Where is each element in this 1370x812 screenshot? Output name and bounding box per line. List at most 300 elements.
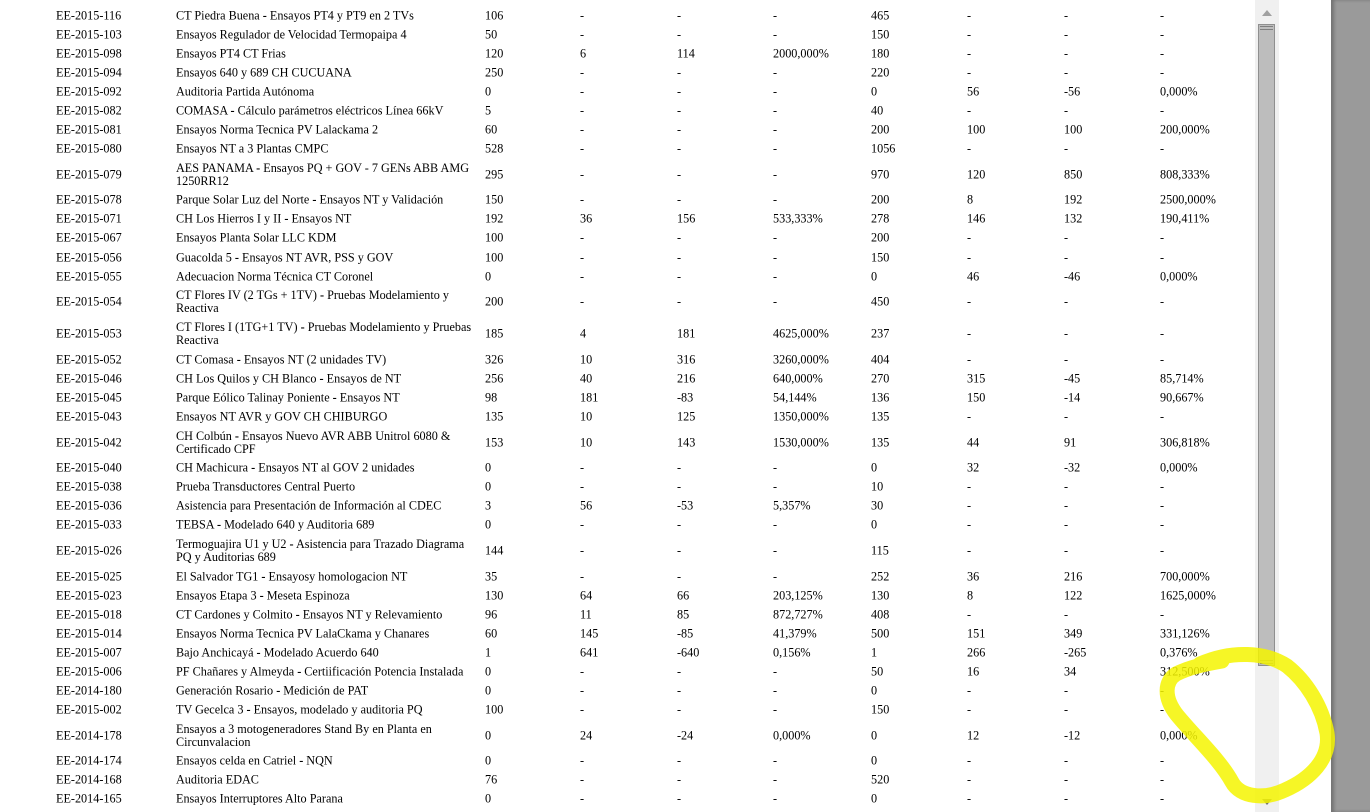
scroll-down-arrow-icon[interactable] bbox=[1255, 794, 1279, 810]
ratio-2-cell: - bbox=[1160, 352, 1165, 367]
budget-2-cell: 450 bbox=[871, 294, 890, 309]
actual-hours-1-cell: - bbox=[580, 230, 585, 245]
project-description bbox=[176, 105, 476, 118]
ratio-1-cell: - bbox=[773, 702, 778, 717]
difference-2-cell: 192 bbox=[1064, 192, 1083, 207]
actual-hours-1-cell: - bbox=[580, 791, 585, 806]
difference-2-cell: 216 bbox=[1064, 569, 1083, 584]
difference-1-cell: -53 bbox=[677, 498, 694, 513]
budget-2-cell: 0 bbox=[871, 269, 878, 284]
actual-hours-1-cell: - bbox=[580, 250, 585, 265]
description-text: - Ensayos NT (2 unidades TV) bbox=[236, 352, 387, 367]
actual-hours-2-cell: - bbox=[967, 409, 972, 424]
project-code: EE-2015-046 bbox=[56, 371, 122, 386]
description-text: Adecuacion Norma Técnica CT Coronel bbox=[176, 269, 374, 284]
difference-2-cell: - bbox=[1064, 65, 1069, 80]
difference-1-cell: - bbox=[677, 772, 682, 787]
difference-1-cell: 156 bbox=[677, 211, 696, 226]
description-text: Guacolda 5 - Ensayos NT AVR, PSS y GOV bbox=[176, 250, 394, 265]
description-text: Ensayos a 3 motogeneradores Stand By en Planta en Circunvalacion bbox=[176, 721, 432, 749]
project-code: EE-2015-094 bbox=[56, 65, 122, 80]
budget-2-cell: 0 bbox=[871, 517, 878, 532]
ratio-2-cell: - bbox=[1160, 772, 1165, 787]
contracted-hours-cell: 120 bbox=[485, 46, 504, 61]
actual-hours-2-cell: - bbox=[967, 543, 972, 558]
difference-2-cell: - bbox=[1064, 141, 1069, 156]
project-description bbox=[176, 500, 476, 513]
contracted-hours-cell: 185 bbox=[485, 326, 504, 341]
project-description bbox=[176, 66, 476, 79]
project-description bbox=[176, 430, 476, 456]
contracted-hours-cell: 100 bbox=[485, 230, 504, 245]
description-text: Ensayos PT4 CT Frias bbox=[176, 46, 286, 61]
actual-hours-1-cell: 24 bbox=[580, 728, 593, 743]
ratio-2-cell: - bbox=[1160, 753, 1165, 768]
ratio-2-cell: 306,818% bbox=[1160, 435, 1210, 450]
table-row bbox=[0, 369, 1250, 388]
budget-2-cell: 1056 bbox=[871, 141, 896, 156]
actual-hours-2-cell: - bbox=[967, 294, 972, 309]
project-code: EE-2015-052 bbox=[56, 352, 122, 367]
table-row bbox=[0, 497, 1250, 516]
difference-2-cell: - bbox=[1064, 409, 1069, 424]
difference-1-cell: 143 bbox=[677, 435, 696, 450]
ratio-1-cell: 533,333% bbox=[773, 211, 823, 226]
budget-2-cell: 404 bbox=[871, 352, 890, 367]
ratio-1-cell: - bbox=[773, 27, 778, 42]
table-row bbox=[0, 701, 1250, 720]
project-description bbox=[176, 47, 476, 60]
contracted-hours-cell: 5 bbox=[485, 103, 492, 118]
description-text: - Pruebas Modelamiento y Reactiva bbox=[176, 288, 449, 316]
project-description bbox=[176, 755, 476, 768]
difference-2-cell: 850 bbox=[1064, 167, 1083, 182]
table-row bbox=[0, 191, 1250, 210]
difference-1-cell: - bbox=[677, 122, 682, 137]
ratio-1-cell: - bbox=[773, 250, 778, 265]
actual-hours-1-cell: - bbox=[580, 269, 585, 284]
difference-2-cell: -56 bbox=[1064, 84, 1081, 99]
budget-2-cell: 1 bbox=[871, 645, 878, 660]
difference-1-cell: -640 bbox=[677, 645, 700, 660]
difference-2-cell: - bbox=[1064, 517, 1069, 532]
project-code: EE-2015-007 bbox=[56, 645, 122, 660]
difference-2-cell: - bbox=[1064, 103, 1069, 118]
actual-hours-1-cell: - bbox=[580, 664, 585, 679]
contracted-hours-cell: 0 bbox=[485, 664, 492, 679]
project-code: EE-2015-006 bbox=[56, 664, 122, 679]
actual-hours-1-cell: - bbox=[580, 192, 585, 207]
difference-2-cell: - bbox=[1064, 250, 1069, 265]
project-description bbox=[176, 28, 476, 41]
table-row bbox=[0, 459, 1250, 478]
difference-1-cell: - bbox=[677, 230, 682, 245]
project-description bbox=[176, 353, 476, 366]
project-code: EE-2015-103 bbox=[56, 27, 122, 42]
budget-2-cell: 40 bbox=[871, 103, 884, 118]
description-text: - Ensayos NT y Relevamiento bbox=[295, 607, 443, 622]
project-description bbox=[176, 372, 476, 385]
actual-hours-2-cell: 16 bbox=[967, 664, 980, 679]
contracted-hours-cell: 0 bbox=[485, 269, 492, 284]
actual-hours-2-cell: 100 bbox=[967, 122, 986, 137]
table-row bbox=[0, 586, 1250, 605]
project-description bbox=[176, 321, 476, 347]
contracted-hours-cell: 256 bbox=[485, 371, 504, 386]
project-code: EE-2015-080 bbox=[56, 141, 122, 156]
budget-2-cell: 220 bbox=[871, 65, 890, 80]
description-text: Ensayos Regulador de Velocidad Termopaipa 4 bbox=[176, 27, 407, 42]
actual-hours-1-cell: - bbox=[580, 65, 585, 80]
contracted-hours-cell: 100 bbox=[485, 702, 504, 717]
contracted-hours-cell: 135 bbox=[485, 409, 504, 424]
table-row bbox=[0, 210, 1250, 229]
contracted-hours-cell: 528 bbox=[485, 141, 504, 156]
actual-hours-2-cell: 266 bbox=[967, 645, 986, 660]
difference-1-cell: - bbox=[677, 294, 682, 309]
table-row bbox=[0, 101, 1250, 120]
difference-1-cell: - bbox=[677, 791, 682, 806]
difference-2-cell: - bbox=[1064, 479, 1069, 494]
ratio-1-cell: 203,125% bbox=[773, 588, 823, 603]
budget-2-cell: 136 bbox=[871, 390, 890, 405]
project-description bbox=[176, 270, 476, 283]
project-code: EE-2015-018 bbox=[56, 607, 122, 622]
ratio-2-cell: - bbox=[1160, 250, 1165, 265]
actual-hours-2-cell: - bbox=[967, 517, 972, 532]
ratio-1-cell: - bbox=[773, 569, 778, 584]
actual-hours-1-cell: 10 bbox=[580, 435, 593, 450]
table-row bbox=[0, 6, 1250, 25]
table-row bbox=[0, 248, 1250, 267]
project-code: EE-2015-078 bbox=[56, 192, 122, 207]
difference-2-cell: 122 bbox=[1064, 588, 1083, 603]
budget-2-cell: 0 bbox=[871, 728, 878, 743]
budget-2-cell: 180 bbox=[871, 46, 890, 61]
ratio-1-cell: 872,727% bbox=[773, 607, 823, 622]
ratio-2-cell: 0,000% bbox=[1160, 269, 1198, 284]
table-row bbox=[0, 605, 1250, 624]
description-text: Parque Eólico Talinay Poniente - Ensayos NT bbox=[176, 390, 400, 405]
table-row bbox=[0, 25, 1250, 44]
project-description bbox=[176, 774, 476, 787]
description-text: - Ensayos PQ + GOV - 7 GENs ABB AMG 1250RR12 bbox=[176, 160, 469, 188]
contracted-hours-cell: 60 bbox=[485, 122, 498, 137]
budget-2-cell: 10 bbox=[871, 479, 884, 494]
ratio-1-cell: - bbox=[773, 65, 778, 80]
table-row bbox=[0, 682, 1250, 701]
contracted-hours-cell: 295 bbox=[485, 167, 504, 182]
difference-1-cell: 66 bbox=[677, 588, 690, 603]
contracted-hours-cell: 130 bbox=[485, 588, 504, 603]
actual-hours-2-cell: - bbox=[967, 326, 972, 341]
description-text: Ensayos Interruptores Alto Parana bbox=[176, 791, 343, 806]
report-table bbox=[0, 6, 1250, 809]
budget-2-cell: 0 bbox=[871, 791, 878, 806]
project-code: EE-2015-026 bbox=[56, 543, 122, 558]
ratio-2-cell: 0,000% bbox=[1160, 460, 1198, 475]
viewer-background bbox=[1331, 0, 1370, 812]
client-name: CT Cardones y Colmito bbox=[176, 607, 293, 622]
difference-1-cell: 114 bbox=[677, 46, 695, 61]
contracted-hours-cell: 326 bbox=[485, 352, 504, 367]
difference-1-cell: - bbox=[677, 753, 682, 768]
actual-hours-1-cell: - bbox=[580, 683, 585, 698]
budget-2-cell: 408 bbox=[871, 607, 890, 622]
contracted-hours-cell: 153 bbox=[485, 435, 504, 450]
actual-hours-2-cell: - bbox=[967, 250, 972, 265]
budget-2-cell: 150 bbox=[871, 702, 890, 717]
ratio-2-cell: 312,500% bbox=[1160, 664, 1210, 679]
project-code: EE-2015-071 bbox=[56, 211, 122, 226]
difference-1-cell: - bbox=[677, 664, 682, 679]
project-code: EE-2014-174 bbox=[56, 753, 122, 768]
ratio-1-cell: - bbox=[773, 230, 778, 245]
budget-2-cell: 200 bbox=[871, 230, 890, 245]
ratio-1-cell: - bbox=[773, 479, 778, 494]
ratio-1-cell: - bbox=[773, 664, 778, 679]
project-description bbox=[176, 162, 476, 188]
ratio-1-cell: 5,357% bbox=[773, 498, 811, 513]
budget-2-cell: 0 bbox=[871, 683, 878, 698]
difference-1-cell: -24 bbox=[677, 728, 694, 743]
ratio-2-cell: - bbox=[1160, 326, 1165, 341]
actual-hours-2-cell: - bbox=[967, 772, 972, 787]
viewer-gutter bbox=[1279, 0, 1331, 812]
project-code: EE-2014-178 bbox=[56, 728, 122, 743]
project-code: EE-2015-038 bbox=[56, 479, 122, 494]
client-name: CH Colbún bbox=[176, 428, 232, 443]
ratio-2-cell: 808,333% bbox=[1160, 167, 1210, 182]
table-row bbox=[0, 771, 1250, 790]
scroll-up-arrow-icon[interactable] bbox=[1255, 4, 1279, 22]
project-description bbox=[176, 124, 476, 137]
ratio-2-cell: 1625,000% bbox=[1160, 588, 1216, 603]
actual-hours-2-cell: - bbox=[967, 230, 972, 245]
project-description bbox=[176, 538, 476, 564]
budget-2-cell: 30 bbox=[871, 498, 884, 513]
difference-1-cell: - bbox=[677, 517, 682, 532]
actual-hours-2-cell: - bbox=[967, 479, 972, 494]
project-description bbox=[176, 608, 476, 621]
actual-hours-1-cell: 6 bbox=[580, 46, 587, 61]
description-text: - Medición de PAT bbox=[276, 683, 369, 698]
contracted-hours-cell: 0 bbox=[485, 753, 492, 768]
ratio-1-cell: - bbox=[773, 683, 778, 698]
ratio-1-cell: - bbox=[773, 122, 778, 137]
actual-hours-2-cell: 8 bbox=[967, 588, 974, 603]
contracted-hours-cell: 96 bbox=[485, 607, 498, 622]
budget-2-cell: 465 bbox=[871, 8, 890, 23]
contracted-hours-cell: 100 bbox=[485, 250, 504, 265]
project-code: EE-2015-014 bbox=[56, 626, 122, 641]
ratio-2-cell: 190,411% bbox=[1160, 211, 1210, 226]
description-text: CH Los Quilos y CH Blanco - Ensayos de NT bbox=[176, 371, 402, 386]
budget-2-cell: 135 bbox=[871, 409, 890, 424]
description-text: - Asistencia para Trazado Diagrama PQ y Auditorias 689 bbox=[176, 536, 465, 564]
description-text: - Ensayos, modelado y auditoria PQ bbox=[246, 702, 423, 717]
ratio-2-cell: 85,714% bbox=[1160, 371, 1204, 386]
ratio-2-cell: - bbox=[1160, 65, 1165, 80]
description-text: - Ensayosy homologacion NT bbox=[261, 569, 408, 584]
ratio-1-cell: - bbox=[773, 753, 778, 768]
difference-1-cell: 316 bbox=[677, 352, 696, 367]
difference-2-cell: -32 bbox=[1064, 460, 1081, 475]
difference-2-cell: 132 bbox=[1064, 211, 1083, 226]
actual-hours-1-cell: - bbox=[580, 479, 585, 494]
difference-1-cell: - bbox=[677, 65, 682, 80]
actual-hours-2-cell: - bbox=[967, 103, 972, 118]
difference-1-cell: - bbox=[677, 543, 682, 558]
actual-hours-1-cell: 11 bbox=[580, 607, 592, 622]
ratio-2-cell: - bbox=[1160, 702, 1165, 717]
contracted-hours-cell: 0 bbox=[485, 683, 492, 698]
ratio-1-cell: 41,379% bbox=[773, 626, 817, 641]
table-row bbox=[0, 720, 1250, 752]
table-row bbox=[0, 752, 1250, 771]
ratio-1-cell: 0,156% bbox=[773, 645, 811, 660]
actual-hours-2-cell: 151 bbox=[967, 626, 986, 641]
actual-hours-1-cell: 64 bbox=[580, 588, 593, 603]
project-code: EE-2015-082 bbox=[56, 103, 122, 118]
description-text: - Modelado 640 y Auditoria 689 bbox=[216, 517, 375, 532]
description-text: Parque Solar Luz del Norte - Ensayos NT y Validación bbox=[176, 192, 444, 207]
ratio-1-cell: - bbox=[773, 141, 778, 156]
project-description bbox=[176, 9, 476, 22]
actual-hours-1-cell: 145 bbox=[580, 626, 599, 641]
project-code: EE-2015-042 bbox=[56, 435, 122, 450]
difference-1-cell: - bbox=[677, 250, 682, 265]
description-text: - Certiificación Potencia Instalada bbox=[297, 664, 464, 679]
difference-1-cell: - bbox=[677, 479, 682, 494]
ratio-1-cell: 1530,000% bbox=[773, 435, 829, 450]
project-description bbox=[176, 85, 476, 98]
budget-2-cell: 200 bbox=[871, 122, 890, 137]
table-row bbox=[0, 82, 1250, 101]
contracted-hours-cell: 150 bbox=[485, 192, 504, 207]
table-row bbox=[0, 267, 1250, 286]
project-code: EE-2015-055 bbox=[56, 269, 122, 284]
table-row bbox=[0, 624, 1250, 643]
project-description bbox=[176, 481, 476, 494]
ratio-2-cell: - bbox=[1160, 479, 1165, 494]
project-description bbox=[176, 194, 476, 207]
difference-2-cell: 91 bbox=[1064, 435, 1077, 450]
ratio-1-cell: - bbox=[773, 517, 778, 532]
budget-2-cell: 0 bbox=[871, 753, 878, 768]
ratio-1-cell: - bbox=[773, 791, 778, 806]
project-description bbox=[176, 213, 476, 226]
ratio-2-cell: - bbox=[1160, 409, 1165, 424]
table-row bbox=[0, 229, 1250, 248]
project-code: EE-2015-043 bbox=[56, 409, 122, 424]
actual-hours-1-cell: 40 bbox=[580, 371, 593, 386]
budget-2-cell: 130 bbox=[871, 588, 890, 603]
ratio-1-cell: 4625,000% bbox=[773, 326, 829, 341]
actual-hours-1-cell: 4 bbox=[580, 326, 587, 341]
difference-1-cell: - bbox=[677, 84, 682, 99]
table-row bbox=[0, 478, 1250, 497]
difference-2-cell: - bbox=[1064, 498, 1069, 513]
actual-hours-2-cell: - bbox=[967, 141, 972, 156]
project-code: EE-2015-045 bbox=[56, 390, 122, 405]
client-name: Bajo Anchicayá bbox=[176, 645, 254, 660]
budget-2-cell: 270 bbox=[871, 371, 890, 386]
ratio-2-cell: - bbox=[1160, 498, 1165, 513]
table-row bbox=[0, 516, 1250, 535]
contracted-hours-cell: 1 bbox=[485, 645, 492, 660]
actual-hours-2-cell: - bbox=[967, 8, 972, 23]
project-code: EE-2015-053 bbox=[56, 326, 122, 341]
table-row bbox=[0, 44, 1250, 63]
project-code: EE-2015-002 bbox=[56, 702, 122, 717]
actual-hours-2-cell: 44 bbox=[967, 435, 980, 450]
actual-hours-1-cell: - bbox=[580, 569, 585, 584]
client-name: PF Chañares y Almeyda bbox=[176, 664, 295, 679]
budget-2-cell: 970 bbox=[871, 167, 890, 182]
table-row bbox=[0, 388, 1250, 407]
contracted-hours-cell: 0 bbox=[485, 479, 492, 494]
actual-hours-1-cell: - bbox=[580, 8, 585, 23]
budget-2-cell: 500 bbox=[871, 626, 890, 641]
actual-hours-1-cell: - bbox=[580, 84, 585, 99]
actual-hours-2-cell: 120 bbox=[967, 167, 986, 182]
difference-2-cell: - bbox=[1064, 294, 1069, 309]
actual-hours-2-cell: 146 bbox=[967, 211, 986, 226]
project-code: EE-2015-054 bbox=[56, 294, 122, 309]
scrollbar-thumb[interactable] bbox=[1258, 24, 1275, 666]
project-description bbox=[176, 462, 476, 475]
difference-2-cell: - bbox=[1064, 352, 1069, 367]
project-description bbox=[176, 411, 476, 424]
project-code: EE-2015-092 bbox=[56, 84, 122, 99]
budget-2-cell: 520 bbox=[871, 772, 890, 787]
actual-hours-2-cell: - bbox=[967, 46, 972, 61]
contracted-hours-cell: 60 bbox=[485, 626, 498, 641]
difference-1-cell: -85 bbox=[677, 626, 694, 641]
ratio-2-cell: - bbox=[1160, 230, 1165, 245]
ratio-1-cell: - bbox=[773, 103, 778, 118]
table-row bbox=[0, 63, 1250, 82]
difference-2-cell: - bbox=[1064, 702, 1069, 717]
actual-hours-2-cell: - bbox=[967, 498, 972, 513]
difference-1-cell: - bbox=[677, 192, 682, 207]
actual-hours-1-cell: 10 bbox=[580, 352, 593, 367]
difference-2-cell: - bbox=[1064, 772, 1069, 787]
project-code: EE-2015-040 bbox=[56, 460, 122, 475]
actual-hours-2-cell: 56 bbox=[967, 84, 980, 99]
difference-1-cell: - bbox=[677, 103, 682, 118]
budget-2-cell: 50 bbox=[871, 664, 884, 679]
description-text: - Pruebas Modelamiento y Pruebas Reactiva bbox=[176, 320, 472, 348]
contracted-hours-cell: 0 bbox=[485, 728, 492, 743]
ratio-1-cell: - bbox=[773, 460, 778, 475]
budget-2-cell: 115 bbox=[871, 543, 889, 558]
ratio-2-cell: - bbox=[1160, 27, 1165, 42]
project-code: EE-2015-033 bbox=[56, 517, 122, 532]
ratio-1-cell: - bbox=[773, 192, 778, 207]
client-name: TEBSA bbox=[176, 517, 214, 532]
project-description bbox=[176, 793, 476, 806]
budget-2-cell: 0 bbox=[871, 84, 878, 99]
client-name: CT Flores I (1TG+1 TV) bbox=[176, 320, 298, 335]
contracted-hours-cell: 98 bbox=[485, 390, 498, 405]
project-code: EE-2015-098 bbox=[56, 46, 122, 61]
difference-1-cell: - bbox=[677, 27, 682, 42]
ratio-2-cell: - bbox=[1160, 103, 1165, 118]
actual-hours-1-cell: 181 bbox=[580, 390, 599, 405]
table-row bbox=[0, 427, 1250, 459]
